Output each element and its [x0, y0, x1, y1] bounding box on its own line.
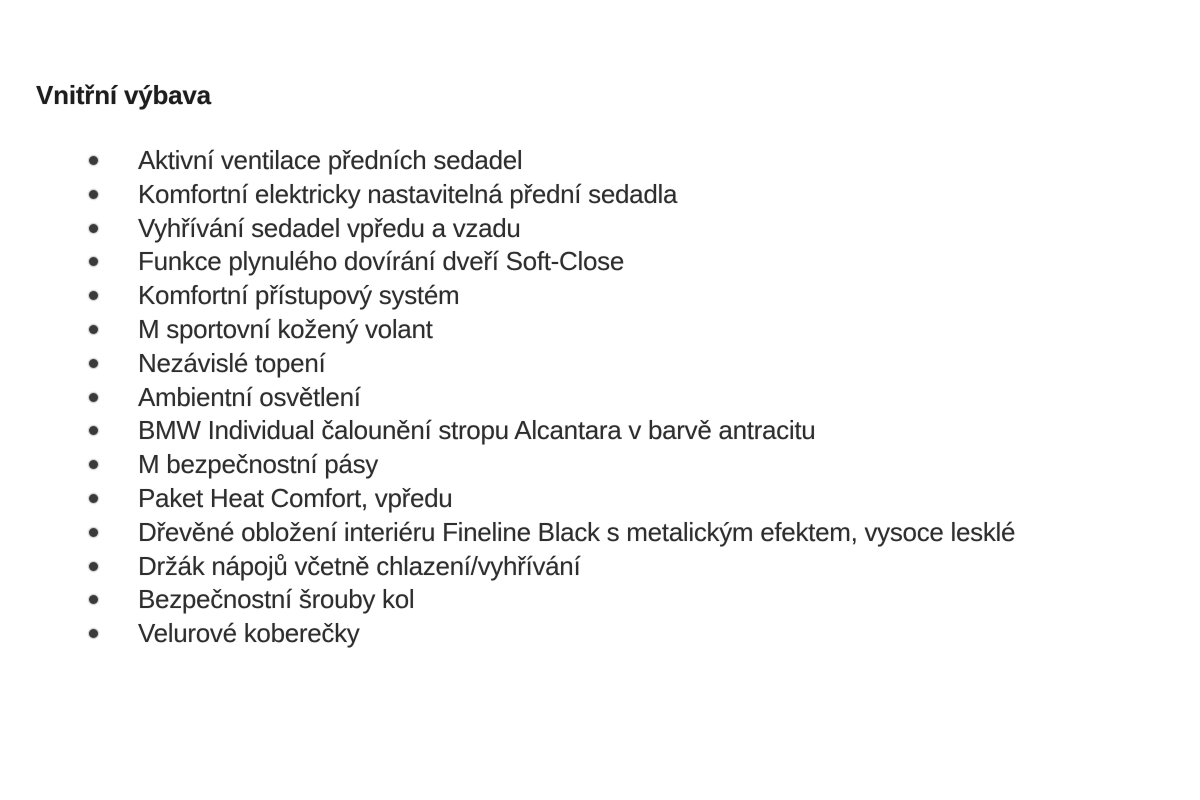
bullet-icon — [89, 359, 98, 368]
list-item — [0, 414, 1015, 448]
bullet-icon — [89, 629, 98, 638]
list-item-text: Aktivní ventilace předních sedadel — [138, 145, 523, 175]
bullet-icon — [89, 494, 98, 503]
list-item — [0, 550, 1015, 584]
list-item-text: Bezpečnostní šrouby kol — [138, 584, 415, 615]
list-item — [0, 583, 1015, 617]
bullet-icon — [89, 257, 98, 266]
bullet-icon — [89, 393, 98, 402]
list-item-text: Dřevěné obložení interiéru Fineline Black s metalickým efektem, vysoce lesklé — [138, 516, 1016, 547]
bullet-icon — [89, 460, 98, 469]
list-item — [0, 381, 1015, 415]
bullet-icon — [89, 325, 98, 334]
list-item-text: Vyhřívání sedadel vpředu a vzadu — [138, 212, 521, 243]
list-item — [0, 448, 1015, 482]
list-item — [0, 482, 1015, 516]
bullet-icon — [89, 190, 98, 199]
list-item-text: Nezávislé topení — [138, 347, 326, 378]
section-title: Vnitřní výbava — [36, 80, 211, 110]
bullet-icon — [89, 562, 98, 571]
bullet-icon — [89, 156, 98, 165]
list-item — [0, 516, 1015, 550]
list-item-text: Komfortní elektricky nastavitelná přední sedadla — [138, 178, 678, 209]
list-item — [0, 313, 1015, 347]
list-item — [0, 212, 1015, 246]
list-item — [0, 178, 1015, 212]
list-item-text: Držák nápojů včetně chlazení/vyhřívání — [138, 550, 581, 581]
bullet-icon — [89, 595, 98, 604]
list-item-text: M sportovní kožený volant — [138, 313, 433, 344]
list-item-text: M bezpečnostní pásy — [138, 449, 378, 480]
bullet-icon — [89, 224, 98, 233]
feature-list — [0, 144, 1015, 651]
list-item — [0, 279, 1015, 313]
list-item — [0, 144, 1015, 178]
bullet-icon — [89, 291, 98, 300]
list-item — [0, 245, 1015, 279]
list-item-text: Komfortní přístupový systém — [138, 280, 460, 311]
list-item-text: Ambientní osvětlení — [138, 381, 361, 412]
bullet-icon — [89, 528, 98, 537]
list-item — [0, 347, 1015, 381]
list-item — [0, 617, 1015, 651]
list-item-text: BMW Individual čalounění stropu Alcantara v barvě antracitu — [138, 415, 816, 446]
bullet-icon — [89, 426, 98, 435]
list-item-text: Velurové koberečky — [138, 618, 360, 649]
list-item-text: Funkce plynulého dovírání dveří Soft-Close — [138, 246, 624, 277]
list-item-text: Paket Heat Comfort, vpředu — [138, 482, 453, 513]
